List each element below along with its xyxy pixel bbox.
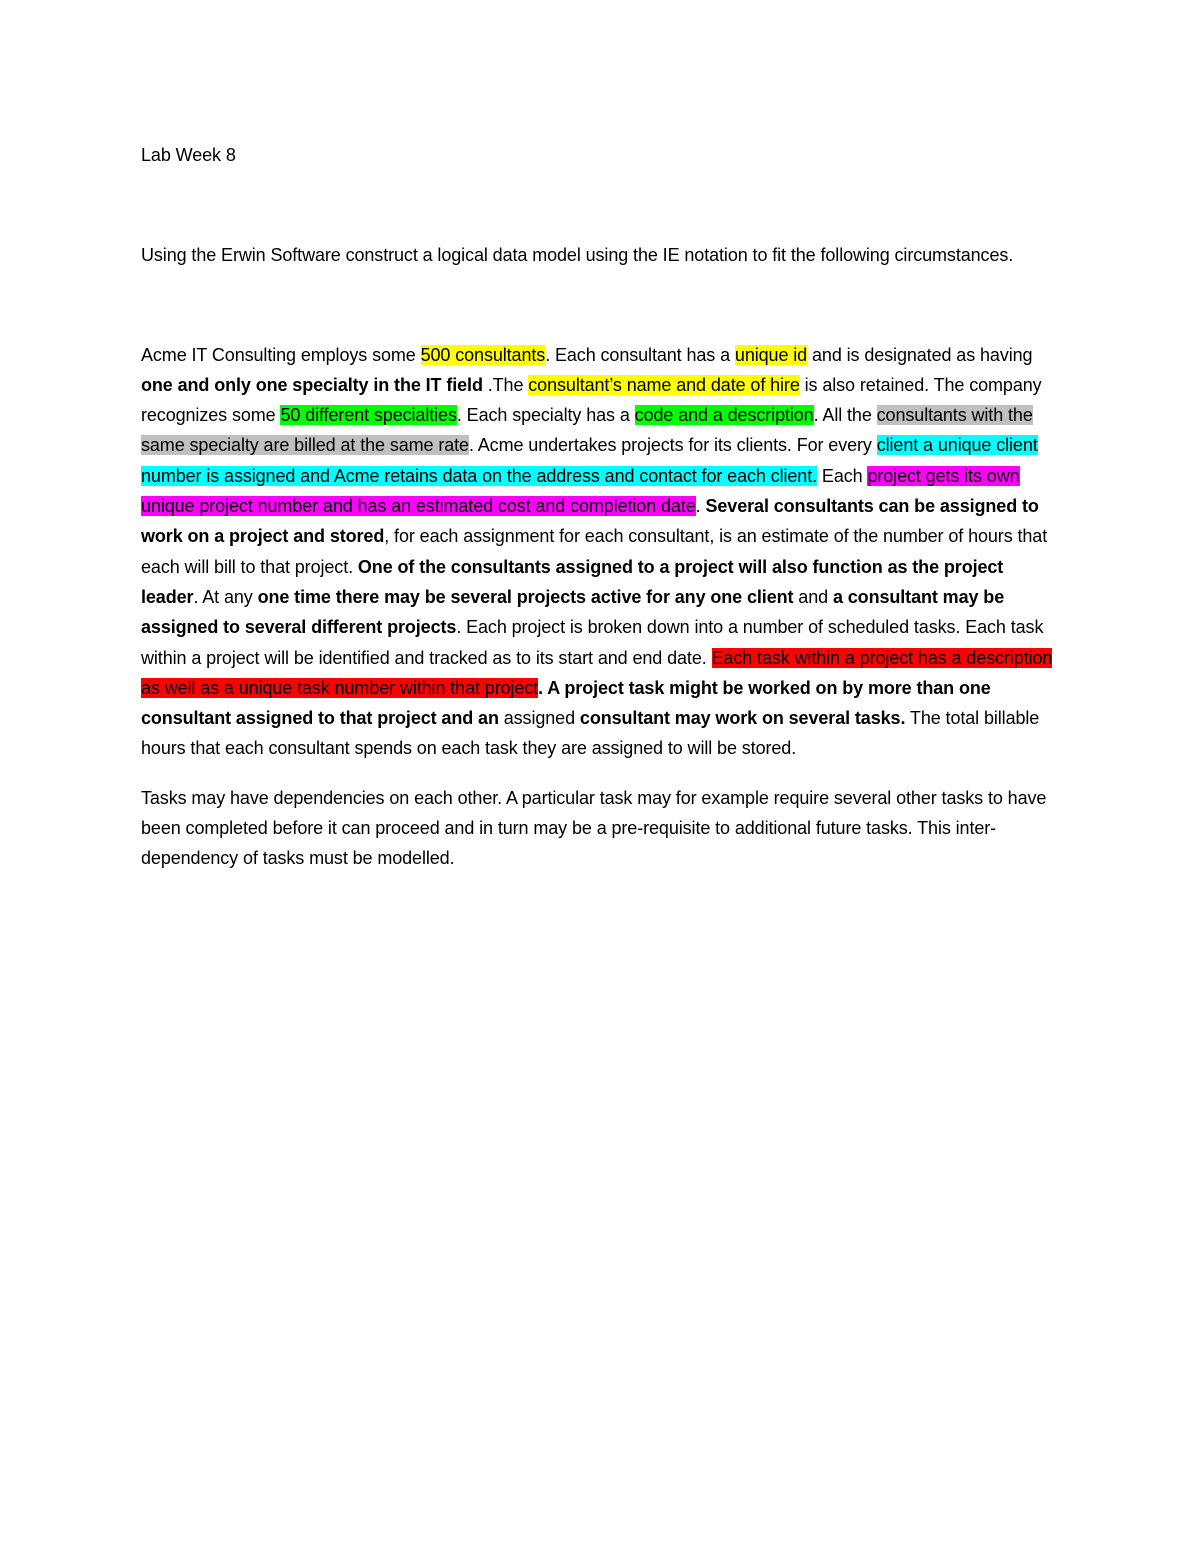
- bold-run: one and only one specialty in the IT field: [141, 374, 483, 395]
- text-run: . All the: [813, 405, 877, 426]
- document-body: [141, 140, 1056, 874]
- text-run: and is designated as having: [807, 344, 1033, 365]
- text-run: The total billable hours that each consultant spends on each task they are assigned to will be stored.: [141, 708, 1040, 759]
- text-run: is also retained. The company recognizes some: [141, 374, 1042, 426]
- text-run: Each: [817, 465, 868, 486]
- text-run: .The: [482, 374, 529, 395]
- highlight-red: Each task within a project has a description as well as a unique task number within that project: [141, 647, 1053, 698]
- bold-run: a consultant may be assigned to several different projects: [141, 586, 1005, 638]
- bold-run: A project task might be worked on by more than one consultant assigned to that project and an: [141, 677, 991, 729]
- text-run: . Each project is broken down into a number of scheduled tasks. Each task within a project will be identified and tracked as to its start and end date.: [141, 617, 1044, 668]
- document-title: Lab Week 8: [141, 145, 236, 165]
- highlight-yellow: consultant’s name and date of hire: [528, 374, 800, 395]
- text-run: .: [695, 496, 706, 517]
- bold-run: one time there may be several projects active for any one client: [257, 586, 794, 607]
- text-run: . Acme undertakes projects for its clients. For every: [468, 435, 877, 456]
- text-run: , for each assignment for each consultant, is an estimate of the number of hours that each will bill to that project.: [141, 526, 1048, 577]
- bold-run: Several consultants can be assigned to work on a project and stored: [141, 496, 1039, 547]
- text-run: assigned: [498, 708, 580, 729]
- text-run: . Each consultant has a: [545, 344, 735, 365]
- bold-run: .: [538, 677, 548, 698]
- dependencies-paragraph: Tasks may have dependencies on each other. A particular task may for example require several other tasks to have been completed before it can proceed and in turn may be a pre-requisite to additional future tasks. This inter-dependency of tasks must be modelled.: [141, 787, 1047, 869]
- text-run: . At any: [193, 586, 258, 607]
- text-run: . Each specialty has a: [456, 405, 635, 426]
- highlight-green: code and a description: [634, 405, 814, 426]
- bold-run: consultant may work on several tasks.: [579, 708, 906, 729]
- highlight-yellow: 500 consultants: [420, 344, 546, 365]
- highlight-magenta: project gets its own unique project number and has an estimated cost and completion date: [141, 465, 1020, 517]
- highlight-cyan: client a unique client number is assigned and Acme retains data on the address and contact for each client.: [141, 435, 1038, 486]
- highlight-yellow: unique id: [734, 344, 808, 365]
- intro-paragraph: Using the Erwin Software construct a logical data model using the IE notation to fit the following circumstances.: [141, 245, 1014, 266]
- bold-run: One of the consultants assigned to a project will also function as the project leader: [141, 556, 1004, 607]
- text-run: and: [793, 586, 833, 607]
- highlight-gray: consultants with the same specialty are billed at the same rate: [141, 405, 1033, 456]
- highlight-green: 50 different specialties: [280, 405, 457, 426]
- text-run: Acme IT Consulting employs some: [141, 344, 421, 365]
- scenario-paragraph: [141, 340, 1056, 764]
